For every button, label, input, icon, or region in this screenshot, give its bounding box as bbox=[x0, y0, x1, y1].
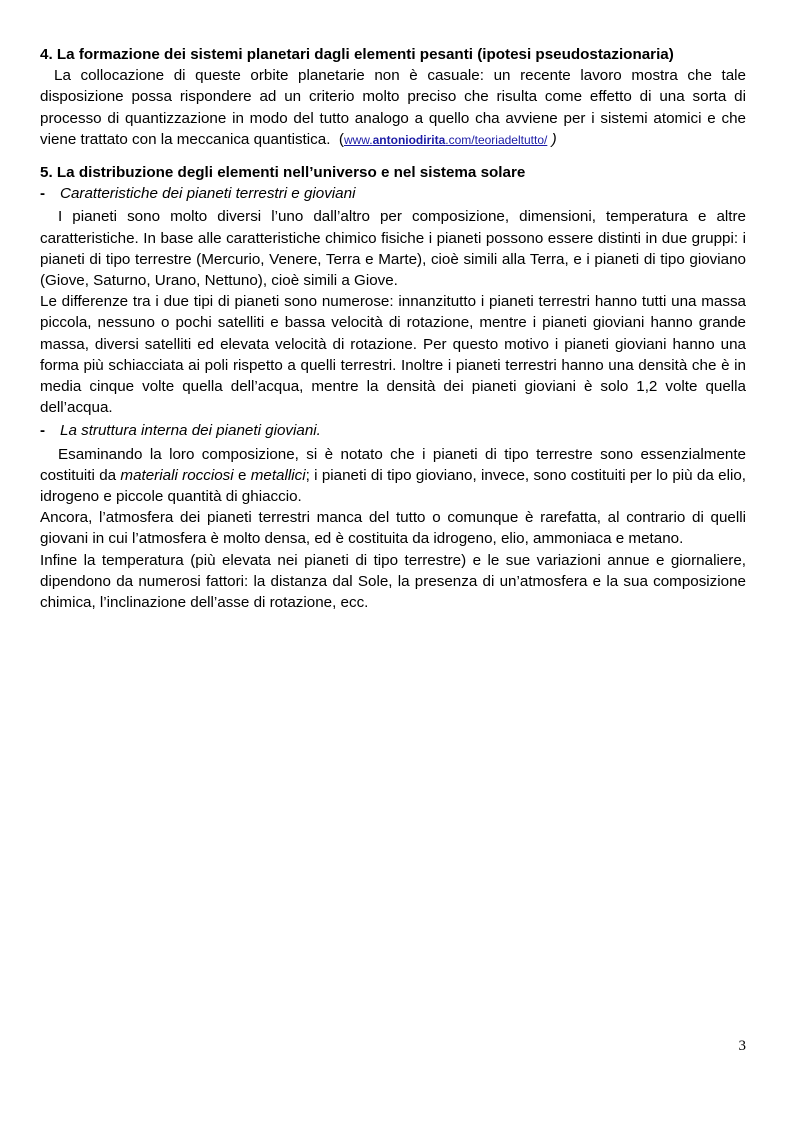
page-number: 3 bbox=[738, 1038, 746, 1054]
paragraph-2: Le differenze tra i due tipi di pianeti sono numerose: innanzitutto i pianeti terrestri hanno tutti una massa piccola, nessuno o pochi satelliti e bassa velocità di rotazione, mentre i pianeti gioviani hanno grande massa, diversi satelliti ed elevata velocità di rotazione. Per questo motivo i pianeti gioviani hanno una forma più schiacciata ai poli rispetto a quelli terrestri. Inoltre i pianeti terrestri hanno una densità che è in media cinque volte quella dell’acqua, mentre la densità dei pianeti gioviani è solo 1,2 volte quella dell’acqua. bbox=[40, 293, 746, 417]
link-open-paren: ( bbox=[338, 130, 344, 148]
bullet-dash: - bbox=[40, 185, 46, 203]
paragraph-3-part-c: ; i pianeti di tipo gioviano, invece, sono costituiti per lo più da elio, idrogeno e piccole quantità di ghiaccio. bbox=[40, 466, 747, 506]
subsection-title-1: Caratteristiche dei pianeti terrestri e gioviani bbox=[60, 185, 356, 203]
link-suffix: .com/teoriadeltutto/ bbox=[445, 132, 548, 147]
subsection-bullet-2 bbox=[40, 420, 746, 441]
section-5-heading bbox=[40, 162, 746, 183]
link-domain: antoniodirita bbox=[372, 132, 446, 147]
link-prefix: www. bbox=[343, 132, 373, 147]
paragraph-1: I pianeti sono molto diversi l’uno dall’altro per composizione, dimensioni, temperatura e altre caratteristiche. In base alle caratteristiche chimico fisiche i pianeti possono essere distinti in due gruppi: i pianeti di tipo terrestre (Mercurio, Venere, Terra e Marte), cioè simili alla Terra, e i pianeti di tipo gioviano (Giove, Saturno, Urano, Nettuno), cioè simili a Giove. bbox=[40, 208, 746, 290]
section-5-title: . La distribuzione degli elementi nell’universo e nel sistema solare bbox=[48, 164, 526, 182]
section-5-number: 5 bbox=[40, 164, 49, 182]
paragraph-3-part-a: Esaminando la loro composizione, si è notato che i pianeti di tipo terrestre sono essenzialmente costituiti da bbox=[40, 445, 746, 484]
document-page bbox=[40, 44, 746, 613]
subsection-title-2: La struttura interna dei pianeti gioviani. bbox=[60, 422, 321, 440]
section-4-paragraph bbox=[40, 65, 746, 151]
bullet-dash: - bbox=[40, 422, 46, 440]
paragraph-3 bbox=[40, 444, 746, 508]
emphasis-rocky-materials: materiali rocciosi bbox=[120, 466, 234, 484]
section-4-text: La collocazione di queste orbite planetarie non è casuale: un recente lavoro mostra che tale disposizione possa rispondere ad un criterio molto preciso che risulta come effetto di una sorta di processo di quantizzazione in modo del tutto analogo a quello cha avviene per i sistemi atomici e che viene trattato con la meccanica quantistica. bbox=[40, 67, 746, 148]
section-4-heading: 4. La formazione dei sistemi planetari dagli elementi pesanti (ipotesi pseudostazionaria) bbox=[40, 46, 674, 63]
paragraph-5: Infine la temperatura (più elevata nei pianeti di tipo terrestre) e le sue variazioni annue e giornaliere, dipendono da numerosi fattori: la distanza dal Sole, la presenza di un’atmosfera e la sua composizione chimica, l’inclinazione dell’asse di rotazione, ecc. bbox=[40, 551, 746, 612]
subsection-bullet-1 bbox=[40, 183, 746, 204]
paragraph-3-part-b: e bbox=[233, 466, 251, 484]
spacer bbox=[40, 151, 746, 162]
link-close-paren: ) bbox=[551, 130, 557, 148]
emphasis-metallic: metallici bbox=[250, 466, 306, 484]
website-link[interactable] bbox=[344, 133, 547, 147]
paragraph-4: Ancora, l’atmosfera dei pianeti terrestri manca del tutto o comunque è rarefatta, al contrario di quelli giovani in cui l’atmosfera è molto densa, ed è costituita da idrogeno, elio, ammoniaca e metano. bbox=[40, 509, 746, 548]
